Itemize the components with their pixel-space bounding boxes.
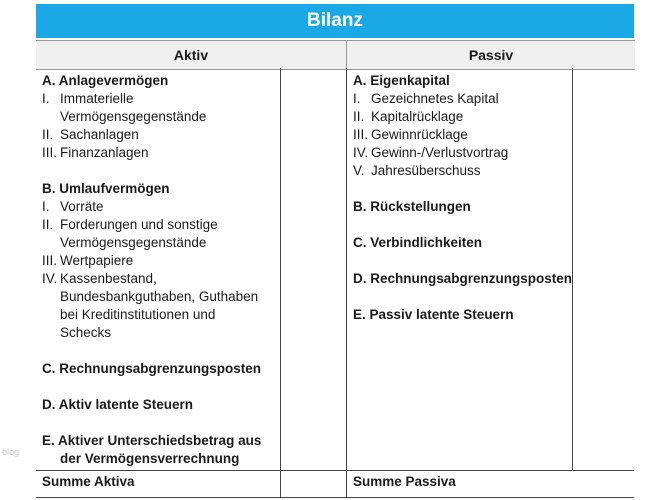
passiv-section-heading: A. Eigenkapital xyxy=(353,73,450,88)
list-item-continued: Vermögensgegenstände xyxy=(60,109,207,124)
list-item: I. Immaterielle xyxy=(42,91,134,106)
aktiv-section-heading: B. Umlaufvermögen xyxy=(42,181,170,196)
list-item: II. Sachanlagen xyxy=(42,127,139,142)
passiv-section-heading: C. Verbindlichkeiten xyxy=(353,235,483,250)
passiv-header: Passiv xyxy=(346,40,635,70)
divider-aktiv-amount xyxy=(280,68,281,498)
list-item: I. Vorräte xyxy=(42,199,104,214)
balance-title: Bilanz xyxy=(36,4,634,38)
aktiv-section-heading-continued: der Vermögensverrechnung xyxy=(60,451,240,466)
list-item: V. Jahresüberschuss xyxy=(353,163,481,178)
balance-sheet xyxy=(36,4,634,498)
aktiv-section-heading: D. Aktiv latente Steuern xyxy=(42,397,194,412)
list-item-continued: Schecks xyxy=(60,325,112,340)
aktiv-section-heading: E. Aktiver Unterschiedsbetrag aus xyxy=(42,433,262,448)
aktiv-column xyxy=(42,72,280,468)
list-item: II. Forderungen und sonstige xyxy=(42,217,218,232)
list-item: III. Finanzanlagen xyxy=(42,145,149,160)
aktiv-section-heading: A. Anlagevermögen xyxy=(42,73,169,88)
summe-aktiva: Summe Aktiva xyxy=(42,474,135,489)
summe-passiva: Summe Passiva xyxy=(353,474,456,489)
aktiv-section-heading: C. Rechnungsabgrenzungsposten xyxy=(42,361,262,376)
watermark: blog xyxy=(2,447,20,457)
list-item: IV. Gewinn-/Verlustvortrag xyxy=(353,145,509,160)
aktiv-header: Aktiv xyxy=(36,40,346,70)
passiv-column xyxy=(353,72,578,324)
divider-center xyxy=(346,68,347,498)
list-item: I. Gezeichnetes Kapital xyxy=(353,91,499,106)
list-item: II. Kapitalrücklage xyxy=(353,109,464,124)
list-item-continued: bei Kreditinstitutionen und xyxy=(60,307,216,322)
list-item-continued: Vermögensgegenstände xyxy=(60,235,207,250)
passiv-section-heading: E. Passiv latente Steuern xyxy=(353,307,514,322)
list-item: IV. Kassenbestand, xyxy=(42,271,157,286)
list-item: III. Wertpapiere xyxy=(42,253,134,268)
list-item: III. Gewinnrücklage xyxy=(353,127,468,142)
passiv-section-heading: B. Rückstellungen xyxy=(353,199,471,214)
list-item-continued: Bundesbankguthaben, Guthaben xyxy=(60,289,259,304)
sum-row-line xyxy=(36,470,634,471)
bottom-line xyxy=(36,497,634,498)
passiv-section-heading: D. Rechnungsabgrenzungsposten xyxy=(353,271,573,286)
